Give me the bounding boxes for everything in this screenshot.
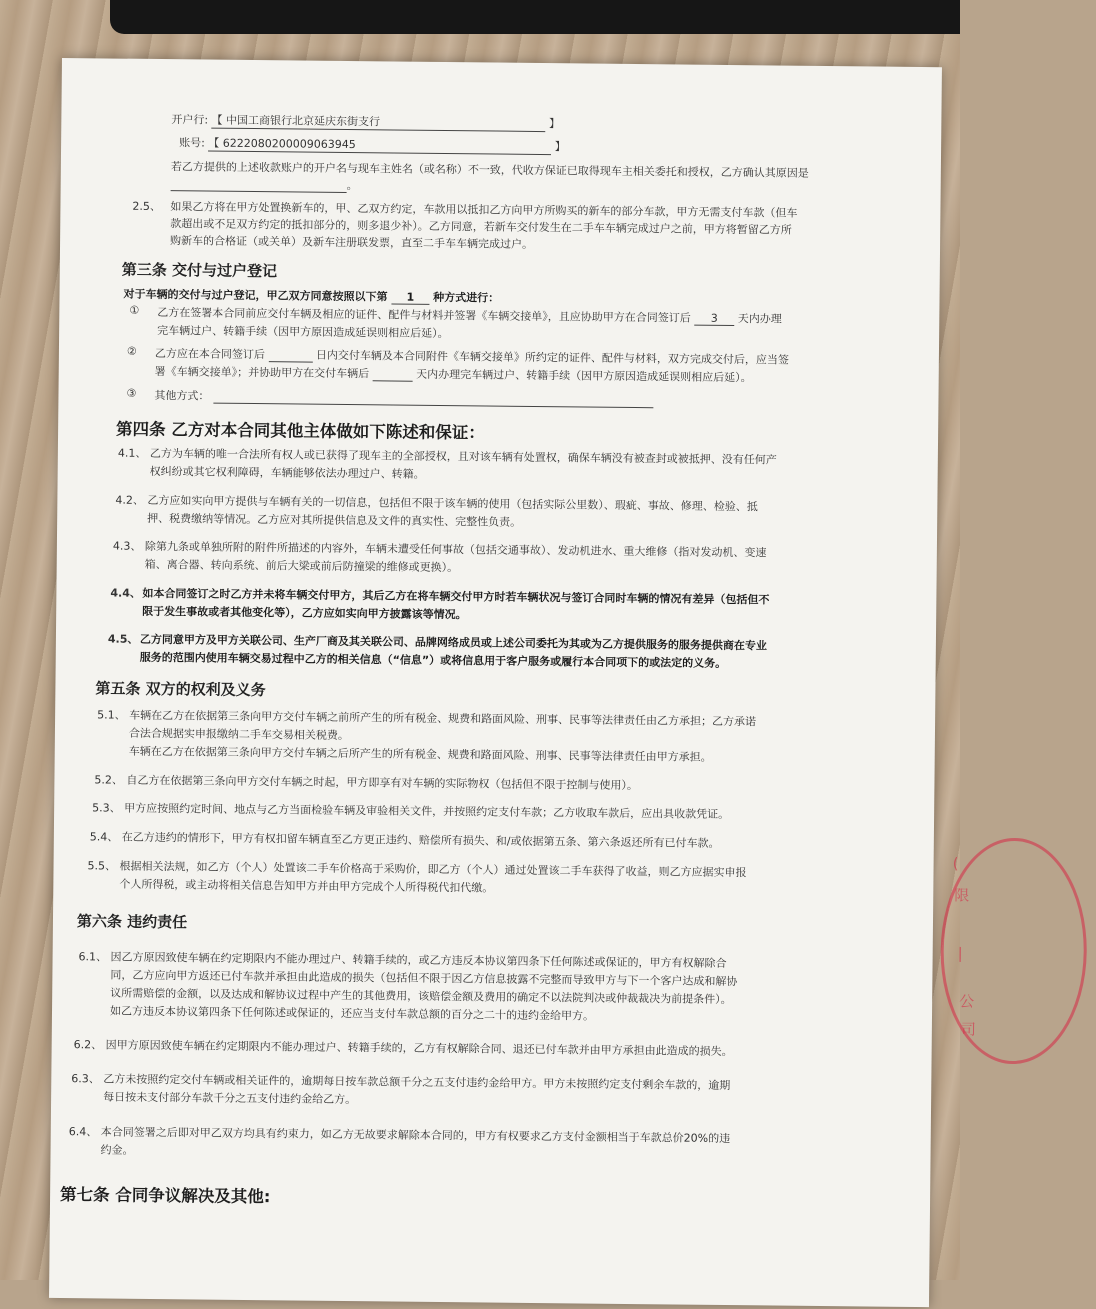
item-4-4-num: 4.4、 <box>110 586 141 600</box>
contract-page <box>49 58 976 1307</box>
item-4-1-line: 权纠纷或其它权利障碍，车辆能够依法办理过户、转籍。 <box>149 464 425 481</box>
option-3-line: 其他方式： <box>154 387 653 408</box>
item-4-5-line: 乙方同意甲方及甲方关联公司、生产厂商及其关联公司、品牌网络成员或上述公司委托为其或为乙方提供服务的服务提供商在专业 <box>139 632 767 653</box>
item-4-3-num: 4.3、 <box>112 539 142 553</box>
item-6-2-line: 因甲方原因致使车辆在约定期限内不能办理过户、转籍手续的，乙方有权解除合同、退还已付车款并由甲方承担由此造成的损失。 <box>105 1038 733 1059</box>
option-1-days: 3 <box>694 312 734 326</box>
item-6-3-line: 每日按未支付部分车款千分之五支付违约金给乙方。 <box>103 1090 357 1107</box>
bank-note-blank: 。 <box>171 175 358 193</box>
clause-2-5-line: 购新车的合格证（或关单）及新车注册联发票，直至二手车车辆完成过户。 <box>170 234 534 251</box>
item-6-4-num: 6.4、 <box>68 1125 98 1139</box>
bank-acct-bracket: 】 <box>554 140 566 154</box>
item-6-3-num: 6.3、 <box>71 1072 100 1086</box>
option-1-line2: 完车辆过户、转籍手续（因甲方原因造成延误则相应后延）。 <box>157 324 449 341</box>
item-6-4-line: 约金。 <box>100 1143 134 1157</box>
item-6-4-line: 本合同签署之后即对甲乙双方均具有约束力，如乙方无故要求解除本合同的，甲方有权要求乙方支付金额相当于车款总价20%的违 <box>100 1125 731 1146</box>
item-4-1-num: 4.1、 <box>117 446 147 460</box>
item-5-4-line: 在乙方违约的情形下，甲方有权扣留车辆直至乙方更正违约、赔偿所有损失、和/或依据第五条、第六条返还所有已付车款。 <box>121 830 720 850</box>
item-4-5-line: 服务的范围内使用车辆交易过程中乙方的相关信息（“信息”）或将信息用于客户服务或履行本合同项下的或法定的义务。 <box>139 650 727 670</box>
clause-2-5-line: 款超出或不足双方约定的抵扣部分的，则多退少补）。乙方同意，若新车交付发生在二手车车辆完成过户之前，甲方将暂留乙方所 <box>170 217 792 237</box>
item-5-1-num: 5.1、 <box>97 708 126 722</box>
item-6-3-line: 乙方未按照约定交付车辆或相关证件的，逾期每日按车款总额千分之五支付违约金给甲方。甲方未按照约定支付剩余车款的，逾期 <box>103 1072 731 1093</box>
item-4-4-line: 如本合同签订之时乙方并未将车辆交付甲方，其后乙方在将车辆交付甲方时若车辆状况与签订合同时车辆的情况有差异（包括但不 <box>142 586 770 607</box>
clause-2-5-num: 2.5、 <box>132 199 162 214</box>
item-6-1-line: 同，乙方应向甲方返还已付车款并承担由此造成的损失（包括但不限于因乙方信息披露不完整而导致甲方与下一个客户达成和解协 <box>110 968 738 989</box>
option-2-line2: 署《车辆交接单》；并协助甲方在交付车辆后 天内办理完车辆过户、转籍手续（因甲方原因造成延误则相应后延）。 <box>154 364 752 385</box>
item-4-2-line: 押、税费缴纳等情况。乙方应对其所提供信息及文件的真实性、完整性负责。 <box>147 511 522 529</box>
bank-open-row <box>171 111 560 132</box>
item-5-2-line: 自乙方在依据第三条向甲方交付车辆之时起，甲方即享有对车辆的实际物权（包括但不限于控制与使用）。 <box>126 773 638 793</box>
bank-note: 若乙方提供的上述收款账户的开户名与现车主姓名（或名称）不一致，代收方保证已取得现车主相关委托和授权，乙方确认其原因是 <box>170 160 809 180</box>
option-1-num: ① <box>129 303 140 317</box>
item-4-3-line: 箱、离合器、转向系统、前后大梁或前后防撞梁的维修或更换）。 <box>144 557 459 575</box>
item-5-3-line: 甲方应按照约定时间、地点与乙方当面检验车辆及审验相关文件，并按照约定支付车款；乙方收取车款后，应出具收款凭证。 <box>124 801 730 822</box>
item-5-5-line: 根据相关法规，如乙方（个人）处置该二手车价格高于采购价，即乙方（个人）通过处置该二手车获得了收益，则乙方应据实申报 <box>119 859 747 880</box>
item-4-4-line: 限于发生事故或者其他变化等），乙方应如实向甲方披露该等情况。 <box>142 604 467 622</box>
sec3-intro: 对于车辆的交付与过户登记，甲乙双方同意按照以下第 1 种方式进行： <box>123 287 500 305</box>
bank-open-bracket: 】 <box>548 117 561 131</box>
option-1-line: 乙方在签署本合同前应交付车辆及相应的证件、配件与材料并签署《车辆交接单》，且应协助甲方在合同签订后 3 天内办理 <box>157 306 782 326</box>
item-6-1-num: 6.1、 <box>78 950 108 964</box>
item-5-1-line: 车辆在乙方在依据第三条向甲方交付车辆之前所产生的所有税金、规费和路面风险、刑事、民事等法律责任由乙方承担；乙方承诺 <box>129 708 757 729</box>
item-4-1-line: 乙方为车辆的唯一合法所有权人或已获得了现车主的全部授权，且对该车辆有处置权，确保车辆没有被查封或被抵押、没有任何产 <box>149 446 777 467</box>
item-4-2-num: 4.2、 <box>115 493 144 507</box>
section-6-title: 第六条 违约责任 <box>76 912 188 932</box>
sec3-method-value: 1 <box>391 290 429 304</box>
section-4-title: 第四条 乙方对本合同其他主体做如下陈述和保证： <box>116 419 485 443</box>
bank-open-label: 开户行: <box>171 113 209 127</box>
option-3-num: ③ <box>126 386 137 400</box>
item-6-1-line: 如乙方违反本协议第四条下任何陈述或保证的，还应当支付车款总额的百分之二十的违约金给甲方。 <box>109 1004 595 1023</box>
item-6-1-line: 议所需赔偿的金额，以及达成和解协议过程中产生的其他费用，该赔偿金额及费用的确定不以法院判决或仲裁裁决为前提条件）。 <box>110 986 732 1007</box>
bank-acct-value: 【 6222080200009063945 <box>208 135 551 156</box>
item-4-5-num: 4.5、 <box>107 632 139 646</box>
section-5-title: 第五条 双方的权利及义务 <box>95 679 266 700</box>
item-5-5-num: 5.5、 <box>87 859 117 873</box>
item-5-1-line: 合法合规据实申报缴纳二手车交易相关税费。 <box>128 726 349 743</box>
item-5-5-line: 个人所得税，或主动将相关信息告知甲方并由甲方完成个人所得税代扣代缴。 <box>119 877 494 895</box>
item-5-4-num: 5.4、 <box>89 830 119 844</box>
item-5-2-num: 5.2、 <box>94 773 124 787</box>
section-7-title: 第七条 合同争议解决及其他: <box>59 1185 271 1207</box>
bank-open-value: 【 中国工商银行北京延庆东街支行 <box>211 112 545 132</box>
black-tray <box>110 0 960 34</box>
item-6-1-line: 因乙方原因致使车辆在约定期限内不能办理过户、转籍手续的，或乙方违反本协议第四条下任何陈述或保证的，甲方有权解除合 <box>110 950 727 971</box>
clause-2-5-line: 如果乙方将在甲方处置换新车的，甲、乙双方约定，车款用以抵扣乙方向甲方所购买的新车的部分车款，甲方无需支付车款（但车 <box>170 200 798 220</box>
option-2-line: 乙方应在本合同签订后 日内交付车辆及本合同附件《车辆交接单》所约定的证件、配件与材料，双方完成交付后，应当签 <box>154 346 789 367</box>
item-4-3-line: 除第九条或单独所附的附件所描述的内容外，车辆未遭受任何事故（包括交通事故）、发动机进水、重大维修（指对发动机、变速 <box>144 539 767 560</box>
bank-acct-label: 账号: <box>179 136 205 150</box>
option-2-num: ② <box>126 344 137 358</box>
item-4-2-line: 乙方应如实向甲方提供与车辆有关的一切信息，包括但不限于该车辆的使用（包括实际公里数）、瑕疵、事故、修理、检验、抵 <box>147 493 758 514</box>
item-5-1-line: 车辆在乙方在依据第三条向甲方交付车辆之后所产生的所有税金、规费和路面风险、刑事、民事等法律责任由甲方承担。 <box>128 744 712 764</box>
item-5-3-num: 5.3、 <box>92 801 121 815</box>
red-seal-stamp: ( 限 | 公 司 <box>940 837 1088 1065</box>
item-6-2-num: 6.2、 <box>73 1038 103 1052</box>
bank-acct-row <box>179 134 566 155</box>
section-3-title: 第三条 交付与过户登记 <box>121 260 278 281</box>
